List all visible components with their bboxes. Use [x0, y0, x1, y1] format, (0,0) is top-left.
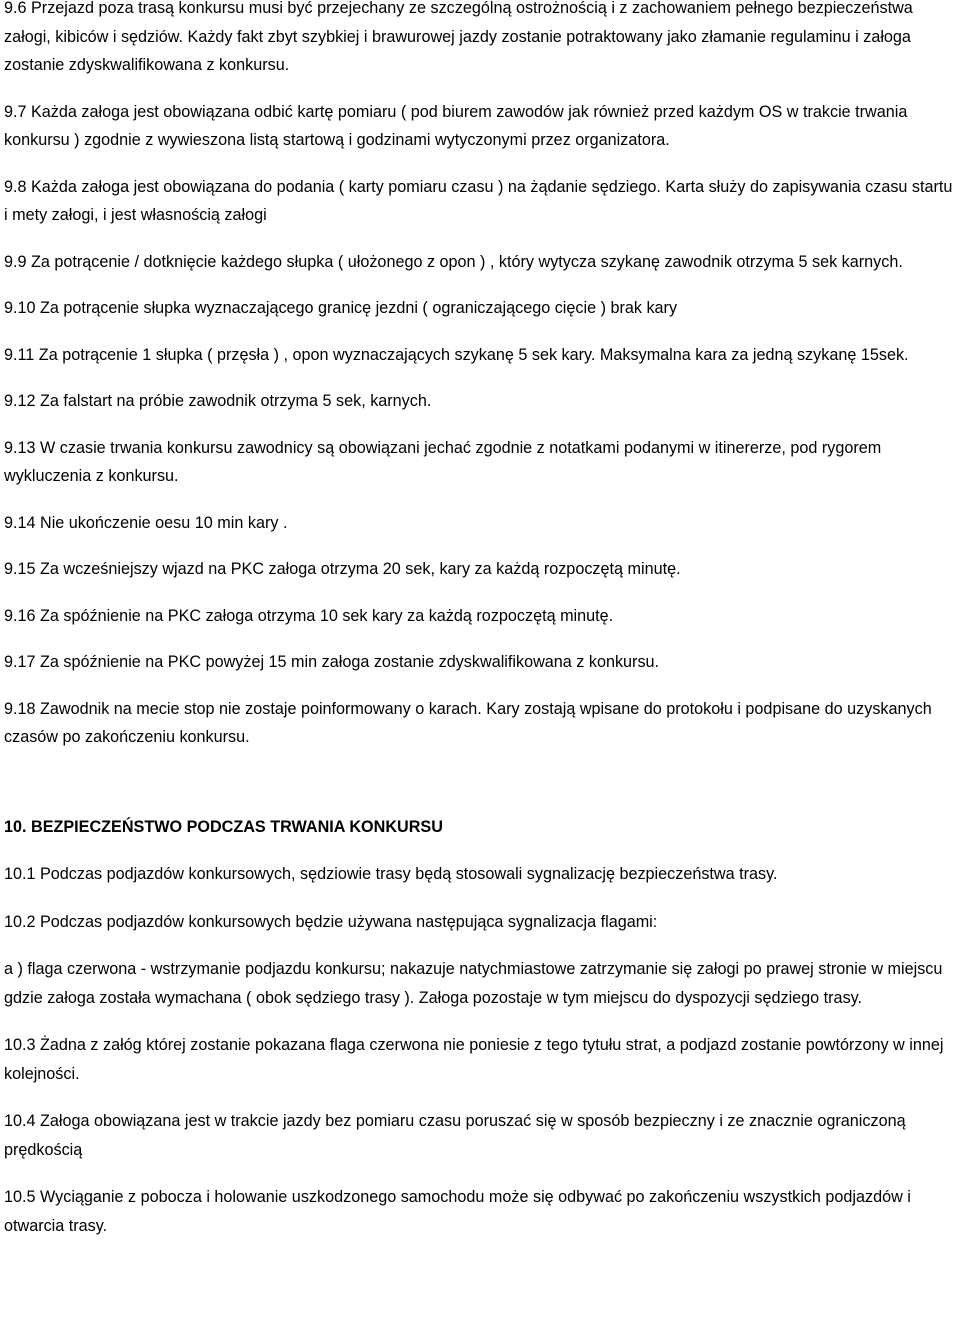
paragraph-9-10: 9.10 Za potrącenie słupka wyznaczającego granicę jezdni ( ograniczającego cięcie ) brak kary — [4, 299, 678, 317]
paragraph-9-11: 9.11 Za potrącenie 1 słupka ( przęsła ) , opon wyznaczających szykanę 5 sek kary. Maksymalna kara za jedną szykanę 15sek. — [4, 345, 909, 364]
paragraph-10-2-a: a ) flaga czerwona - wstrzymanie podjazdu konkursu; nakazuje natychmiastowe zatrzymanie się załogi po prawej stronie w miejscu gdzie załoga została wymachana ( obok sędziego trasy ). Załoga pozostaje w tym miejscu do dyspozycji sędziego trasy. — [4, 960, 943, 1007]
paragraph-9-17: 9.17 Za spóźnienie na PKC powyżej 15 min załoga zostanie zdyskwalifikowana z konkursu. — [4, 653, 660, 671]
paragraph-9-16: 9.16 Za spóźnienie na PKC załoga otrzyma 10 sek kary za każdą rozpoczętą minutę. — [4, 606, 614, 625]
paragraph-9-9: 9.9 Za potrącenie / dotknięcie każdego słupka ( ułożonego z opon ) , który wytycza szykanę zawodnik otrzyma 5 sek karnych. — [4, 252, 903, 271]
paragraph-10-4: 10.4 Załoga obowiązana jest w trakcie jazdy bez pomiaru czasu poruszać się w sposób bezpieczny i ze znacznie ograniczoną prędkością — [4, 1112, 906, 1159]
paragraph-9-18: 9.18 Zawodnik na mecie stop nie zostaje poinformowany o karach. Kary zostają wpisane do protokołu i podpisane do uzyskanych czasów po zakończeniu konkursu. — [4, 699, 932, 746]
paragraph-10-3: 10.3 Żadna z załóg której zostanie pokazana flaga czerwona nie poniesie z tego tytułu strat, a podjazd zostanie powtórzony w innej kolejności. — [4, 1036, 944, 1083]
paragraph-9-7: 9.7 Każda załoga jest obowiązana odbić kartę pomiaru ( pod biurem zawodów jak również przed każdym OS w trakcie trwania konkursu ) zgodnie z wywieszona listą startową i godzinami wytyczonymi przez organizatora. — [4, 102, 908, 149]
paragraph-10-5: 10.5 Wyciąganie z pobocza i holowanie uszkodzonego samochodu może się odbywać po zakończeniu wszystkich podjazdów i otwarcia trasy. — [4, 1188, 911, 1235]
paragraph-9-6: 9.6 Przejazd poza trasą konkursu musi być przejechany ze szczególną ostrożnością i z zachowaniem pełnego bezpieczeństwa załogi, kibiców i sędziów. Każdy fakt zbyt szybkiej i brawurowej jazdy zostanie potraktowany jako złamanie regulaminu i załoga zostanie zdyskwalifikowana z konkursu. — [4, 0, 913, 74]
paragraph-10-2: 10.2 Podczas podjazdów konkursowych będzie używana następująca sygnalizacja flagami: — [4, 912, 658, 931]
paragraph-9-13: 9.13 W czasie trwania konkursu zawodnicy są obowiązani jechać zgodnie z notatkami podanymi w itinererze, pod rygorem wykluczenia z konkursu. — [4, 438, 882, 485]
paragraph-9-12: 9.12 Za falstart na próbie zawodnik otrzyma 5 sek, karnych. — [4, 392, 432, 410]
paragraph-9-15: 9.15 Za wcześniejszy wjazd na PKC załoga otrzyma 20 sek, kary za każdą rozpoczętą minutę. — [4, 560, 681, 578]
paragraph-10-1: 10.1 Podczas podjazdów konkursowych, sędziowie trasy będą stosowali sygnalizację bezpieczeństwa trasy. — [4, 865, 778, 883]
paragraph-9-14: 9.14 Nie ukończenie oesu 10 min kary . — [4, 513, 288, 532]
paragraph-9-8: 9.8 Każda załoga jest obowiązana do podania ( karty pomiaru czasu ) na żądanie sędziego. Karta służy do zapisywania czasu startu i mety załogi, i jest własnością załogi — [4, 177, 953, 224]
section-heading: 10. BEZPIECZEŃSTWO PODCZAS TRWANIA KONKURSU — [4, 817, 443, 836]
document-page — [4, 0, 954, 1240]
